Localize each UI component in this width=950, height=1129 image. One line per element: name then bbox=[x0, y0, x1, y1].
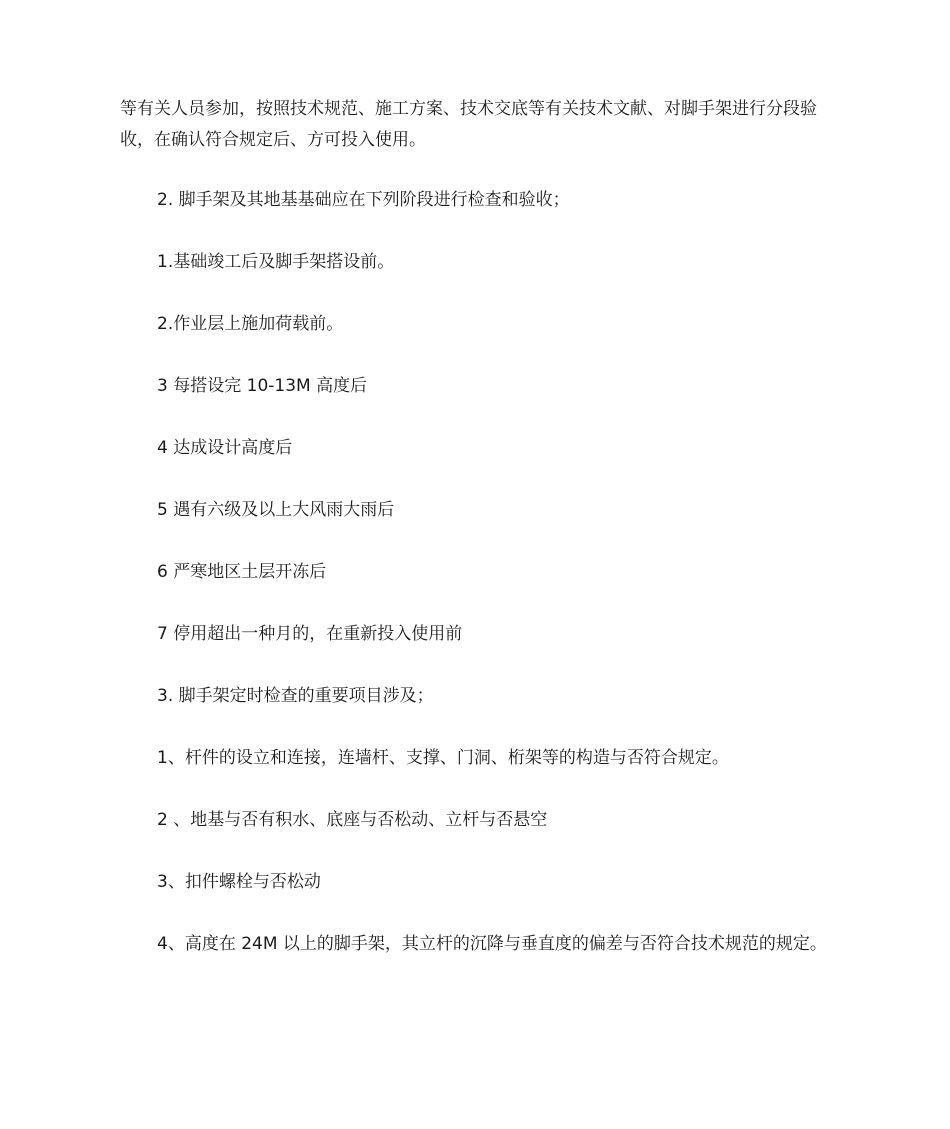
list-item: 1、杆件的设立和连接，连墙杆、支撑、门洞、桁架等的构造与否符合规定。 bbox=[157, 748, 729, 768]
list-item: 4、高度在 24M 以上的脚手架，其立杆的沉降与垂直度的偏差与否符合技术规范的规定。 bbox=[157, 934, 827, 954]
list-item: 1.基础竣工后及脚手架搭设前。 bbox=[157, 252, 395, 272]
section-heading-inspection-stages: 2. 脚手架及其地基基础应在下列阶段进行检查和验收； bbox=[157, 190, 570, 210]
intro-paragraph: 等有关人员参加，按照技术规范、施工方案、技术交底等有关技术文献、对脚手架进行分段验收，在确认符合规定后、方可投入使用。 bbox=[120, 99, 817, 150]
list-item: 4 达成设计高度后 bbox=[157, 438, 293, 458]
list-item: 5 遇有六级及以上大风雨大雨后 bbox=[157, 500, 395, 520]
section-heading-regular-inspection: 3. 脚手架定时检查的重要项目涉及； bbox=[157, 686, 434, 706]
list-item: 3 每搭设完 10-13M 高度后 bbox=[157, 376, 368, 396]
list-item: 2.作业层上施加荷载前。 bbox=[157, 314, 344, 334]
list-item: 3、扣件螺栓与否松动 bbox=[157, 872, 321, 892]
list-item: 2 、地基与否有积水、底座与否松动、立杆与否悬空 bbox=[157, 810, 548, 830]
list-item: 7 停用超出一种月的，在重新投入使用前 bbox=[157, 624, 463, 644]
list-item: 6 严寒地区土层开冻后 bbox=[157, 562, 327, 582]
